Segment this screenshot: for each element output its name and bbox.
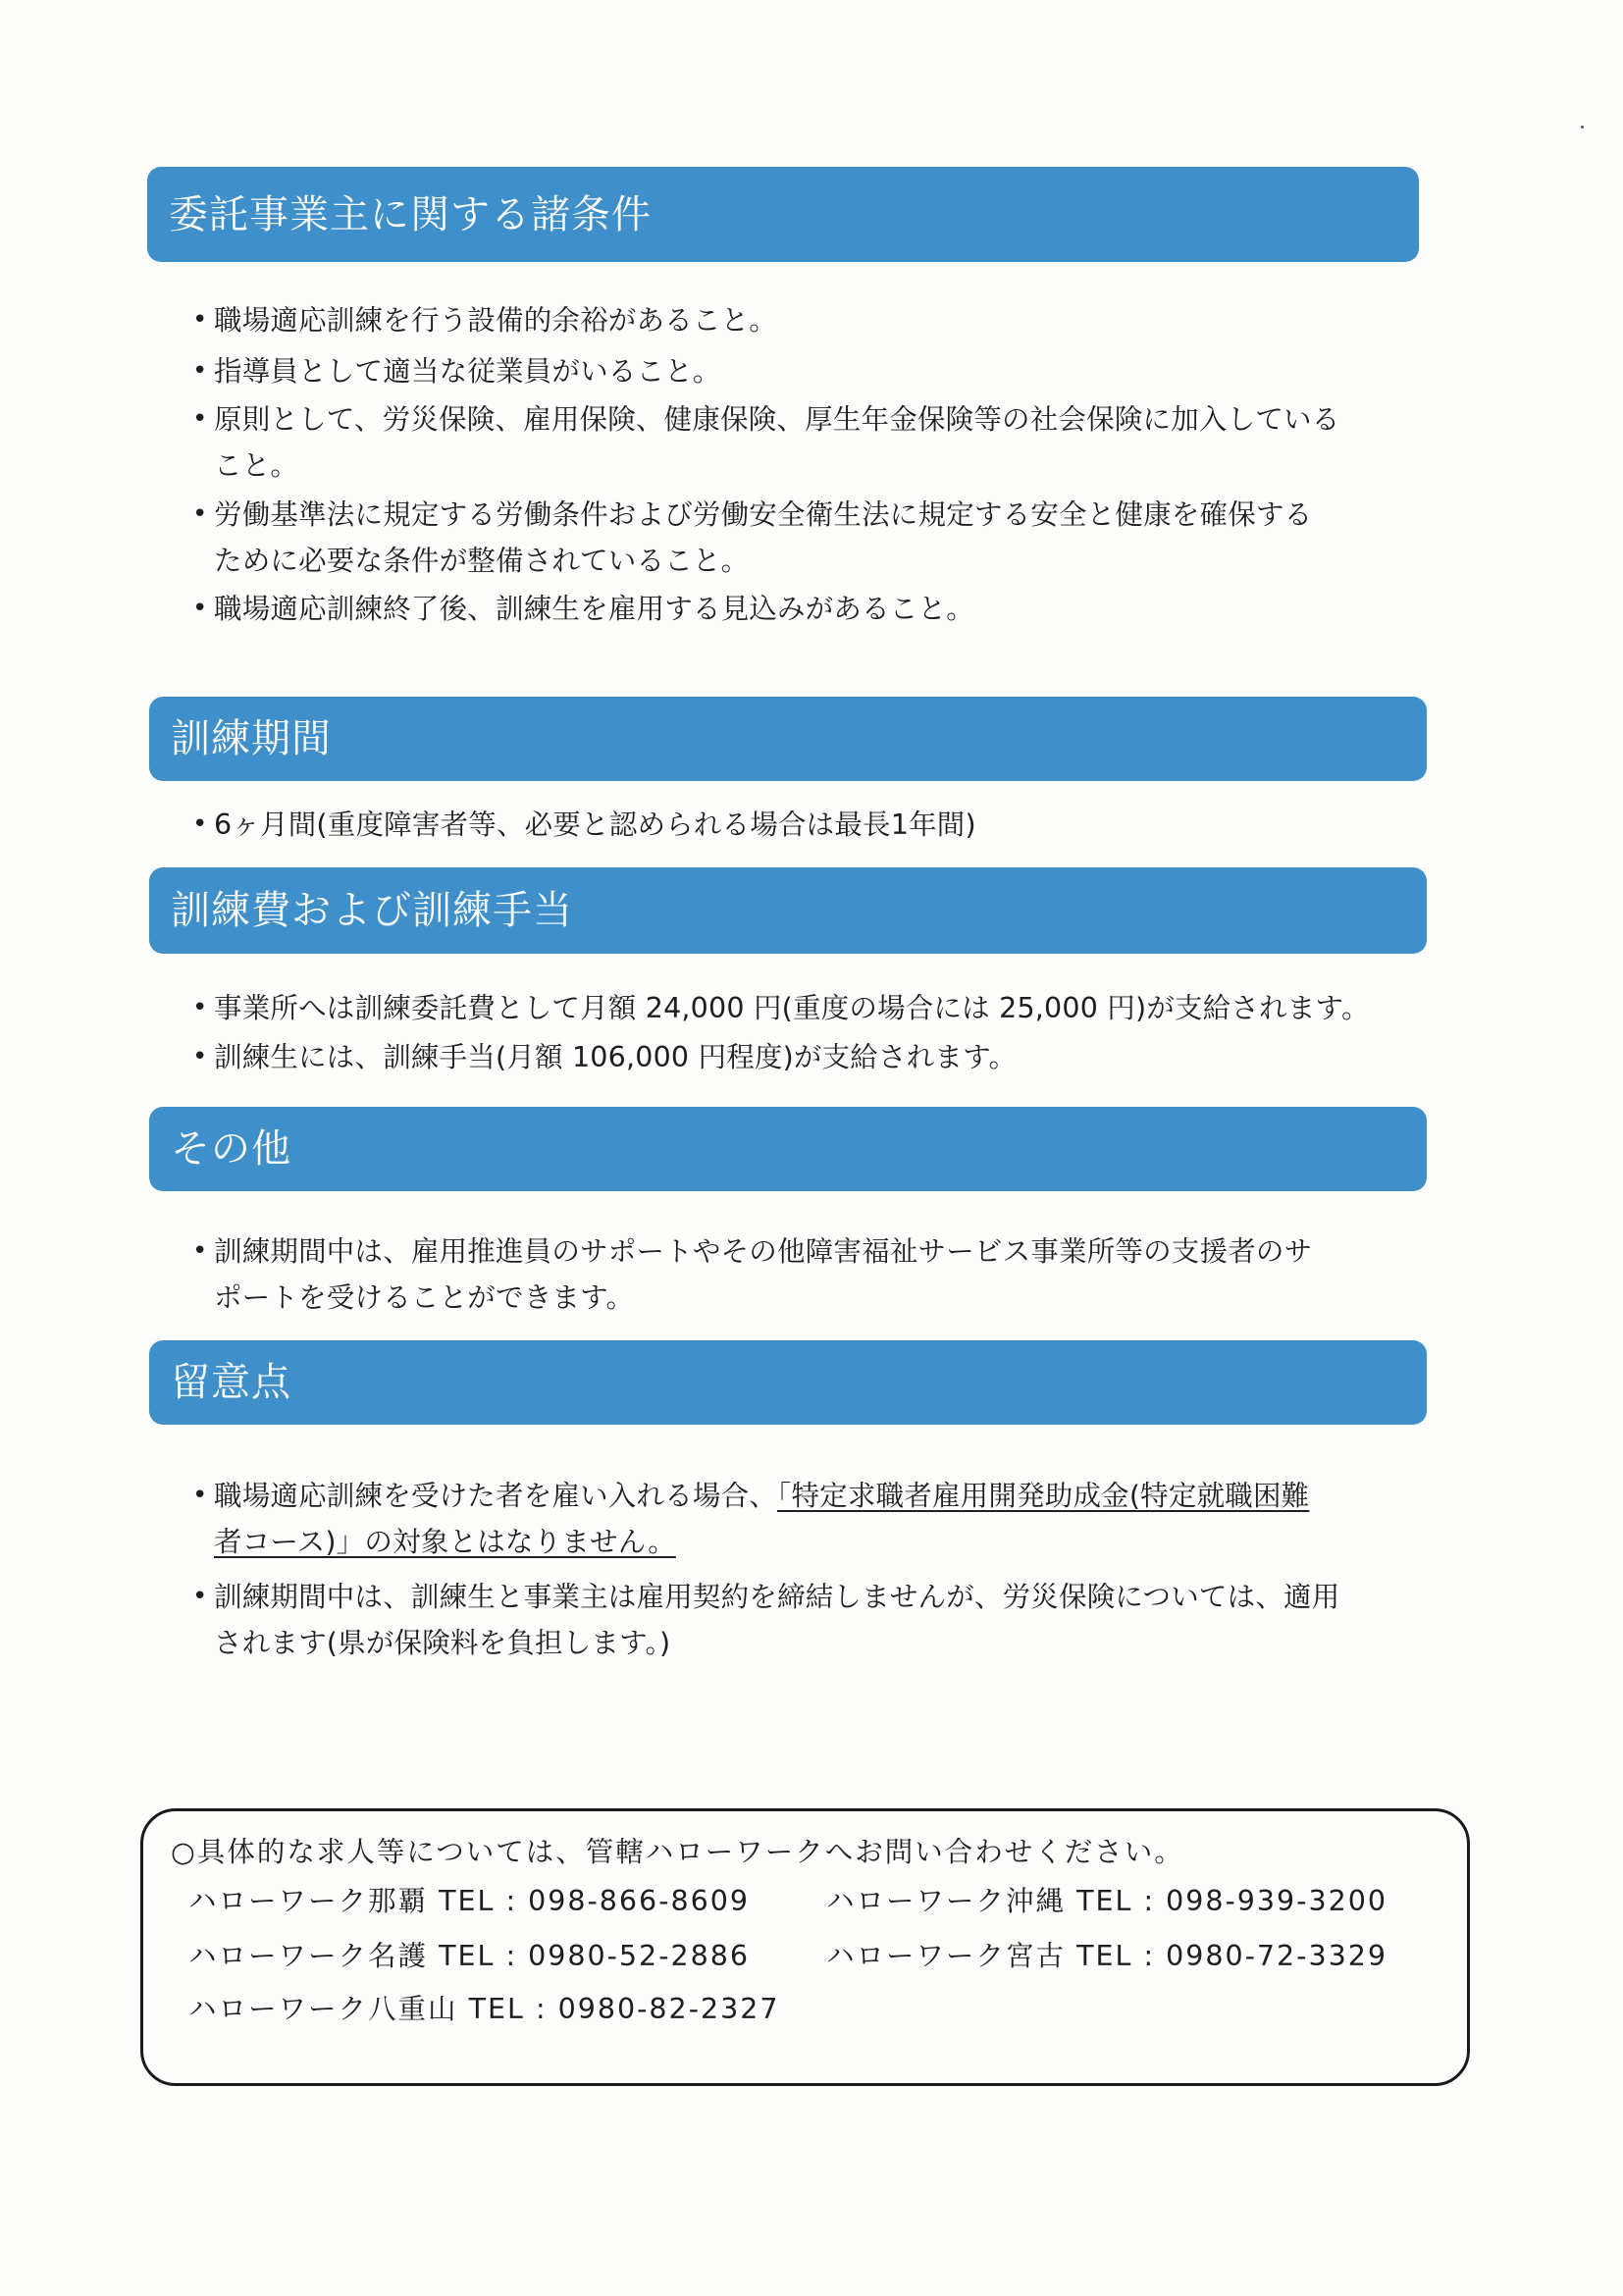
list-item: • 訓練期間中は、雇用推進員のサポートやその他障害福祉サービス事業所等の支援者のサ ポートを受けることができます。 [214, 1228, 1312, 1321]
note-text: 職場適応訓練を受けた者を雇い入れる場合、 [214, 1480, 778, 1512]
list-item: • 6ヶ月間(重度障害者等、必要と認められる場合は最長1年間) [214, 802, 976, 848]
contact-intro: ○具体的な求人等については、管轄ハローワークへお問い合わせください。 [171, 1836, 1184, 1868]
office-okinawa: ハローワーク沖縄 TEL : 098-939-3200 [826, 1885, 1388, 1917]
bullet-icon: • [192, 809, 208, 839]
phone-number: 0980-52-2886 [528, 1940, 751, 1972]
section-header-period [149, 697, 1427, 781]
office-nago: ハローワーク名護 TEL : 0980-52-2886 [188, 1940, 751, 1972]
list-item: • 職場適応訓練終了後、訓練生を雇用する見込みがあること。 [214, 586, 974, 632]
phone-number: 0980-82-2327 [557, 1993, 780, 2025]
section-header-fees [149, 867, 1427, 954]
bullet-icon: • [192, 1481, 208, 1510]
bullet-icon: • [192, 594, 208, 623]
list-item: • 職場適応訓練を行う設備的余裕があること。 [214, 297, 777, 343]
bullet-icon: • [192, 499, 208, 529]
subsidy-name-underlined: 「特定求職者雇用開発助成金(特定就職困難 [777, 1480, 1310, 1512]
list-item: • 事業所へは訓練委託費として月額 24,000 円(重度の場合には 25,000 円)が支給されます。 [214, 985, 1370, 1031]
bullet-icon: • [192, 1236, 208, 1266]
office-yaeyama: ハローワーク八重山 TEL : 0980-82-2327 [188, 1993, 780, 2025]
subsidy-name-underlined: 者コース)」の対象とはなりません。 [214, 1526, 676, 1558]
phone-number: 0980-72-3329 [1166, 1940, 1388, 1972]
office-naha: ハローワーク那覇 TEL : 098-866-8609 [188, 1885, 751, 1917]
scan-speck [1581, 126, 1584, 129]
list-item [192, 1473, 1310, 1565]
bullet-icon: • [192, 356, 208, 386]
section-title: 訓練費および訓練手当 [171, 888, 573, 933]
section-header-notes [149, 1340, 1427, 1425]
office-miyako: ハローワーク宮古 TEL : 0980-72-3329 [826, 1940, 1388, 1972]
bullet-icon: • [192, 1042, 208, 1071]
section-header-conditions [147, 167, 1419, 262]
section-title: 留意点 [171, 1360, 291, 1405]
section-header-other [149, 1107, 1427, 1191]
phone-number: 098-939-3200 [1166, 1885, 1388, 1917]
list-item: • 訓練期間中は、訓練生と事業主は雇用契約を締結しませんが、労災保険については、適用 されます(県が保険料を負担します。) [214, 1574, 1339, 1666]
list-item: • 労働基準法に規定する労働条件および労働安全衛生法に規定する安全と健康を確保する ために必要な条件が整備されていること。 [214, 492, 1312, 584]
section-title: その他 [171, 1126, 291, 1172]
phone-number: 098-866-8609 [528, 1885, 751, 1917]
bullet-icon: • [192, 993, 208, 1022]
list-item: • 訓練生には、訓練手当(月額 106,000 円程度)が支給されます。 [214, 1034, 1017, 1080]
bullet-icon: • [192, 305, 208, 335]
section-title: 訓練期間 [171, 716, 332, 761]
list-item: • 指導員として適当な従業員がいること。 [214, 348, 721, 394]
bullet-icon: • [192, 404, 208, 434]
section-title: 委託事業主に関する諸条件 [169, 191, 652, 237]
bullet-icon: • [192, 1582, 208, 1611]
list-item: • 原則として、労災保険、雇用保険、健康保険、厚生年金保険等の社会保険に加入している こと。 [214, 396, 1339, 489]
